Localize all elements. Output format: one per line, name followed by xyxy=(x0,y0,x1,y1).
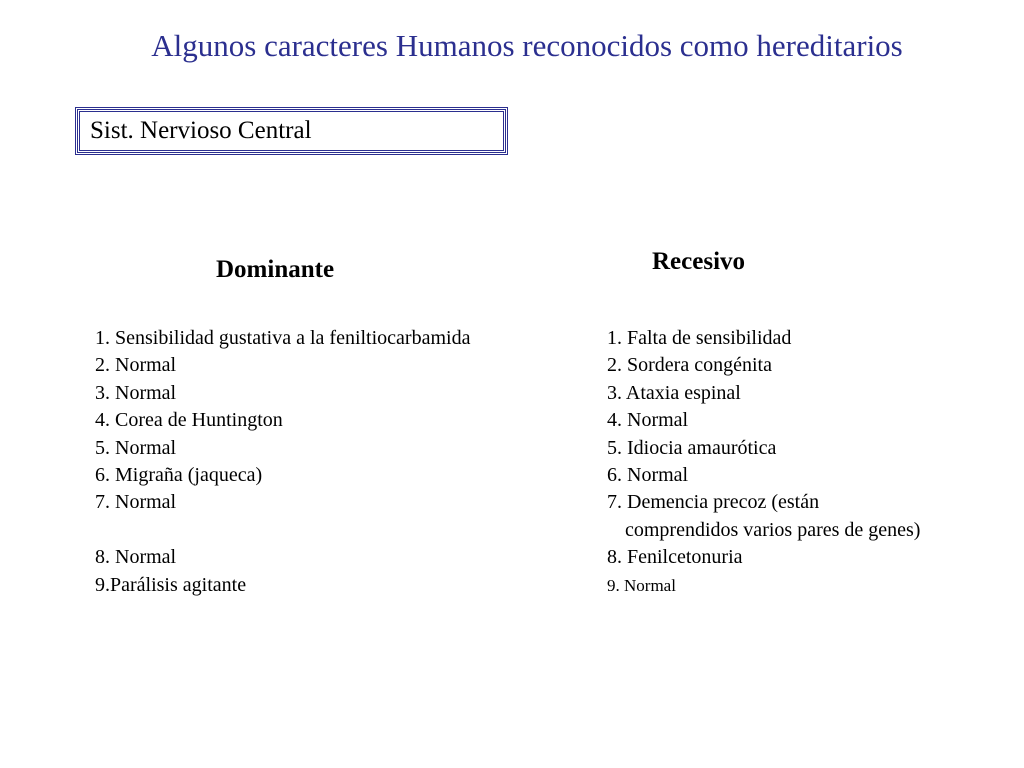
list-item: 8. Fenilcetonuria xyxy=(607,546,743,569)
list-item: 7. Normal xyxy=(95,491,177,514)
list-item: 9. Normal xyxy=(607,575,676,595)
dominant-trait-list xyxy=(95,325,565,599)
list-item: 2. Normal xyxy=(95,354,177,377)
recessive-trait-list xyxy=(607,325,1017,599)
list-item: 4. Corea de Huntington xyxy=(95,409,283,432)
list-item: 3. Ataxia espinal xyxy=(607,381,741,404)
list-item: 5. Idiocia amaurótica xyxy=(607,436,777,459)
list-item-continuation: comprendidos varios pares de genes) xyxy=(625,518,921,541)
list-item: 1. Falta de sensibilidad xyxy=(607,327,792,349)
dominant-heading: Dominante xyxy=(216,256,335,283)
list-item: 4. Normal xyxy=(607,409,689,432)
list-item: 9.Parálisis agitante xyxy=(95,573,247,596)
slide-title: Algunos caracteres Humanos reconocidos como hereditarios xyxy=(151,28,903,63)
list-item: 3. Normal xyxy=(95,381,177,404)
list-item-text: 7. Demencia precoz (están xyxy=(607,491,820,514)
category-box xyxy=(75,107,508,155)
list-item: 8. Normal xyxy=(95,546,177,569)
list-item: 6. Migraña (jaqueca) xyxy=(95,464,263,487)
list-item-multiline xyxy=(607,489,1017,544)
category-label: Sist. Nervioso Central xyxy=(79,111,504,151)
list-item: 2. Sordera congénita xyxy=(607,354,772,377)
list-item: 6. Normal xyxy=(607,464,689,487)
list-item: 1. Sensibilidad gustativa a la feniltiocarbamida xyxy=(95,327,471,349)
recessive-heading: Recesivo xyxy=(652,248,746,275)
list-item: 5. Normal xyxy=(95,436,177,459)
